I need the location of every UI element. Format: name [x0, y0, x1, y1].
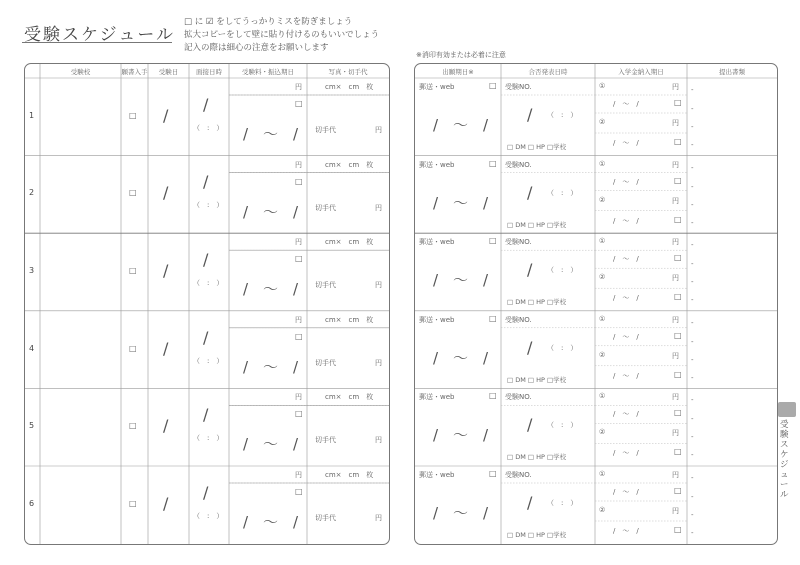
fee-2-date: / ～ /: [613, 449, 639, 458]
result-time: （ : ）: [547, 111, 578, 119]
table-grid: [415, 64, 777, 544]
fee-1-checkbox[interactable]: □: [674, 175, 682, 185]
deadline-date-range: / ～ /: [433, 116, 489, 134]
interview-time: （ : ）: [193, 201, 224, 210]
fee-1-yen: 円: [672, 83, 679, 91]
document-line-2: -: [691, 511, 694, 519]
stamp-yen: 円: [375, 436, 382, 445]
fee-1-yen: 円: [672, 393, 679, 402]
document-line-3: -: [691, 451, 694, 460]
fee-yen: 円: [295, 471, 302, 479]
document-line-2: -: [691, 278, 694, 287]
document-line-0: -: [691, 86, 694, 94]
mail-web-checkbox[interactable]: □: [489, 158, 497, 168]
exam-number-label: 受験NO.: [505, 238, 532, 247]
application-checkbox[interactable]: □: [129, 266, 137, 275]
left-header-5: 写真・切手代: [328, 68, 368, 76]
fee-2-label: ②: [599, 118, 606, 126]
document-line-1: -: [691, 260, 694, 269]
right-schedule-panel: [414, 63, 778, 545]
photo-size: cm× cm 枚: [325, 315, 374, 324]
exam-number-label: 受験NO.: [505, 83, 532, 91]
fee-1-date: / ～ /: [613, 100, 639, 108]
mail-web-label: 郵送・web: [419, 393, 455, 402]
mail-web-label: 郵送・web: [419, 83, 455, 91]
result-time: （ : ）: [547, 343, 578, 352]
exam-date-slash: /: [163, 493, 169, 513]
mail-web-checkbox[interactable]: □: [489, 391, 497, 401]
fee-yen: 円: [295, 83, 302, 91]
photo-size: cm× cm 枚: [325, 393, 374, 402]
note-line-1: □ に ☑ をしてうっかりミスを防ぎましょう: [184, 17, 353, 27]
stamp-yen: 円: [375, 126, 382, 134]
document-line-0: -: [691, 396, 694, 405]
left-schedule-panel: [24, 63, 390, 545]
stamp-yen: 円: [375, 358, 382, 367]
document-line-1: -: [691, 415, 694, 424]
mail-web-label: 郵送・web: [419, 238, 455, 247]
exam-number-label: 受験NO.: [505, 315, 532, 324]
document-line-2: -: [691, 433, 694, 442]
title-underline: [22, 42, 172, 43]
fee-2-checkbox[interactable]: □: [674, 447, 682, 457]
fee-yen: 円: [295, 238, 302, 247]
deadline-date-range: / ～ /: [433, 348, 489, 367]
row-number: 2: [29, 188, 35, 198]
fee-2-yen: 円: [672, 351, 679, 360]
fee-2-checkbox[interactable]: □: [674, 369, 682, 379]
fee-paid-checkbox[interactable]: □: [295, 331, 303, 341]
fee-1-yen: 円: [672, 471, 679, 479]
fee-1-checkbox[interactable]: □: [674, 486, 682, 495]
row-number: 5: [29, 421, 35, 431]
fee-2-yen: 円: [672, 274, 679, 283]
fee-1-label: ①: [599, 82, 606, 90]
payment-date-range: / ～ /: [243, 435, 299, 454]
mail-web-label: 郵送・web: [419, 160, 455, 169]
exam-date-slash: /: [163, 416, 169, 436]
result-date-slash: /: [527, 105, 533, 124]
document-line-1: -: [691, 493, 694, 501]
result-time: （ : ）: [547, 266, 578, 275]
payment-date-range: / ～ /: [243, 357, 299, 376]
fee-1-date: / ～ /: [613, 488, 639, 496]
result-date-slash: /: [527, 493, 533, 512]
left-header-2: 受験日: [158, 68, 179, 76]
fee-2-date: / ～ /: [613, 527, 639, 535]
fee-2-checkbox[interactable]: □: [674, 525, 682, 534]
row-number: 1: [29, 110, 35, 120]
fee-2-label: ②: [599, 428, 606, 437]
row-number: 6: [29, 498, 35, 508]
document-line-1: -: [691, 182, 694, 191]
document-line-2: -: [691, 200, 694, 209]
fee-2-label: ②: [599, 506, 606, 514]
stamp-label: 切手代: [315, 358, 336, 367]
postmark-note: ※消印有効または必着に注意: [416, 51, 506, 59]
result-method-checkboxes: □ DM □ HP □学校: [507, 375, 567, 384]
stamp-label: 切手代: [315, 126, 336, 134]
document-line-2: -: [691, 355, 694, 364]
interview-time: （ : ）: [193, 434, 224, 443]
document-line-2: -: [691, 123, 694, 131]
fee-paid-checkbox[interactable]: □: [295, 409, 303, 419]
result-method-checkboxes: □ DM □ HP □学校: [507, 143, 567, 151]
interview-time: （ : ）: [193, 356, 224, 365]
photo-size: cm× cm 枚: [325, 238, 374, 247]
exam-date-slash: /: [163, 105, 169, 125]
fee-1-label: ①: [599, 314, 606, 323]
fee-2-date: / ～ /: [613, 216, 639, 225]
exam-number-label: 受験NO.: [505, 160, 532, 169]
document-line-1: -: [691, 105, 694, 113]
payment-date-range: / ～ /: [243, 125, 299, 143]
payment-date-range: / ～ /: [243, 280, 299, 299]
document-line-0: -: [691, 241, 694, 250]
result-method-checkboxes: □ DM □ HP □学校: [507, 531, 567, 539]
fee-2-date: / ～ /: [613, 139, 639, 147]
mail-web-label: 郵送・web: [419, 315, 455, 324]
mail-web-checkbox[interactable]: □: [489, 313, 497, 323]
side-tab-label: 受験スケジュール: [780, 420, 789, 500]
fee-1-yen: 円: [672, 238, 679, 247]
fee-1-date: / ～ /: [613, 332, 639, 341]
interview-time: （ : ）: [193, 279, 224, 287]
stamp-label: 切手代: [315, 436, 336, 445]
mail-web-checkbox[interactable]: □: [489, 236, 497, 246]
payment-date-range: / ～ /: [243, 202, 299, 221]
application-checkbox[interactable]: □: [129, 343, 137, 353]
fee-yen: 円: [295, 160, 302, 169]
fee-2-yen: 円: [672, 507, 679, 515]
result-date-slash: /: [527, 337, 533, 357]
right-header-1: 合否発表日時: [528, 68, 568, 76]
fee-2-yen: 円: [672, 119, 679, 127]
document-line-0: -: [691, 163, 694, 172]
fee-1-date: / ～ /: [613, 177, 639, 186]
interview-date-slash: /: [203, 250, 209, 269]
document-line-3: -: [691, 141, 694, 149]
result-date-slash: /: [527, 260, 533, 280]
exam-number-label: 受験NO.: [505, 471, 532, 479]
fee-1-checkbox[interactable]: □: [674, 253, 682, 263]
stamp-yen: 円: [375, 203, 382, 212]
page-title: 受験スケジュール: [24, 25, 175, 45]
deadline-date-range: / ～ /: [433, 504, 489, 522]
interview-date-slash: /: [203, 172, 209, 192]
fee-1-checkbox[interactable]: □: [674, 98, 682, 107]
left-header-1: 願書入手: [121, 68, 148, 76]
fee-1-label: ①: [599, 392, 606, 401]
mail-web-checkbox[interactable]: □: [489, 81, 497, 90]
fee-1-label: ①: [599, 470, 606, 478]
stamp-yen: 円: [375, 514, 382, 522]
exam-date-slash: /: [163, 338, 169, 358]
fee-1-checkbox[interactable]: □: [674, 330, 682, 340]
fee-yen: 円: [295, 393, 302, 402]
document-line-0: -: [691, 474, 694, 482]
fee-yen: 円: [295, 315, 302, 324]
mail-web-label: 郵送・web: [419, 471, 455, 479]
application-checkbox[interactable]: □: [129, 498, 137, 508]
fee-2-checkbox[interactable]: □: [674, 137, 682, 146]
interview-date-slash: /: [203, 327, 209, 347]
exam-number-label: 受験NO.: [505, 393, 532, 402]
side-tab-marker[interactable]: [778, 402, 796, 417]
fee-2-label: ②: [599, 273, 606, 282]
fee-1-label: ①: [599, 237, 606, 246]
fee-2-label: ②: [599, 350, 606, 359]
deadline-date-range: / ～ /: [433, 193, 489, 212]
payment-date-range: / ～ /: [243, 513, 299, 531]
result-date-slash: /: [527, 415, 533, 435]
fee-1-date: / ～ /: [613, 255, 639, 264]
fee-1-date: / ～ /: [613, 410, 639, 419]
stamp-label: 切手代: [315, 203, 336, 212]
interview-date-slash: /: [203, 482, 209, 502]
result-time: （ : ）: [547, 499, 578, 507]
interview-time: （ : ）: [193, 511, 224, 520]
document-line-1: -: [691, 337, 694, 346]
fee-paid-checkbox[interactable]: □: [295, 176, 303, 186]
fee-2-checkbox[interactable]: □: [674, 214, 682, 224]
left-header-4: 受験料・振込期日: [242, 68, 294, 76]
exam-date-slash: /: [163, 183, 169, 203]
right-header-3: 提出書類: [719, 68, 745, 76]
note-line-2: 拡大コピーをして壁に貼り付けるのもいいでしょう: [184, 30, 380, 40]
fee-2-yen: 円: [672, 429, 679, 438]
stamp-label: 切手代: [315, 281, 336, 290]
row-number: 4: [29, 343, 35, 353]
fee-2-label: ②: [599, 195, 606, 204]
photo-size: cm× cm 枚: [325, 160, 374, 169]
stamp-yen: 円: [375, 281, 382, 290]
fee-1-yen: 円: [672, 160, 679, 169]
fee-2-checkbox[interactable]: □: [674, 292, 682, 302]
note-line-3: 記入の際は細心の注意をお願いします: [184, 43, 329, 53]
application-checkbox[interactable]: □: [129, 421, 137, 431]
row-number: 3: [29, 266, 35, 275]
photo-size: cm× cm 枚: [325, 471, 374, 479]
deadline-date-range: / ～ /: [433, 271, 489, 290]
interview-time: （ : ）: [193, 123, 224, 132]
result-method-checkboxes: □ DM □ HP □学校: [507, 220, 567, 229]
document-line-3: -: [691, 296, 694, 305]
result-time: （ : ）: [547, 421, 578, 430]
right-header-2: 入学金納入期日: [618, 68, 664, 76]
stamp-label: 切手代: [315, 514, 336, 522]
right-header-0: 出願期日※: [442, 68, 474, 76]
interview-date-slash: /: [203, 94, 209, 114]
document-line-3: -: [691, 529, 694, 537]
fee-1-checkbox[interactable]: □: [674, 408, 682, 418]
fee-2-date: / ～ /: [613, 371, 639, 380]
document-line-3: -: [691, 218, 694, 227]
left-header-3: 面接日時: [196, 68, 222, 76]
result-method-checkboxes: □ DM □ HP □学校: [507, 453, 567, 462]
document-line-0: -: [691, 318, 694, 327]
fee-2-yen: 円: [672, 196, 679, 205]
fee-2-date: / ～ /: [613, 294, 639, 303]
deadline-date-range: / ～ /: [433, 426, 489, 445]
fee-paid-checkbox[interactable]: □: [295, 254, 303, 264]
result-date-slash: /: [527, 182, 533, 202]
photo-size: cm× cm 枚: [325, 83, 374, 91]
result-time: （ : ）: [547, 188, 578, 197]
fee-1-label: ①: [599, 159, 606, 168]
interview-date-slash: /: [203, 405, 209, 425]
left-header-0: 受験校: [70, 68, 91, 76]
fee-1-yen: 円: [672, 315, 679, 324]
application-checkbox[interactable]: □: [129, 110, 137, 120]
fee-paid-checkbox[interactable]: □: [295, 487, 303, 496]
fee-paid-checkbox[interactable]: □: [295, 99, 303, 108]
result-method-checkboxes: □ DM □ HP □学校: [507, 298, 567, 307]
mail-web-checkbox[interactable]: □: [489, 469, 497, 478]
exam-date-slash: /: [163, 261, 169, 280]
application-checkbox[interactable]: □: [129, 188, 137, 198]
document-line-3: -: [691, 373, 694, 382]
